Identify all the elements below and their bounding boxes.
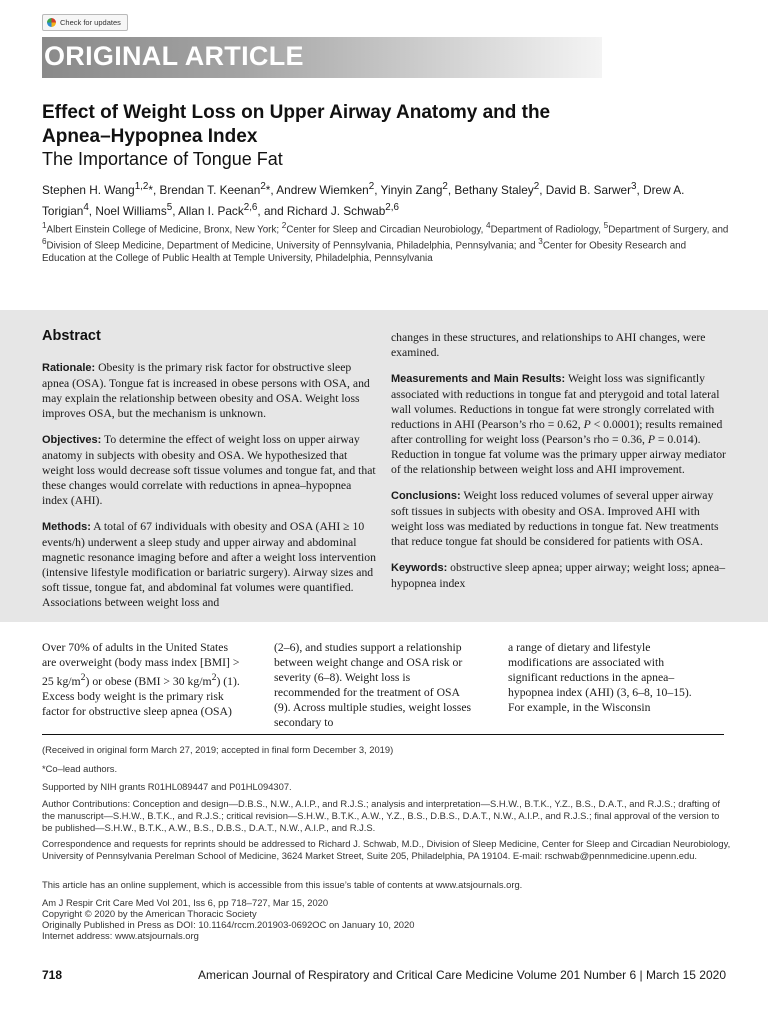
footnote-supplement: This article has an online supplement, which is accessible from this issue’s table of contents at www.atsjournals.org.: [42, 879, 523, 890]
author-list: Stephen H. Wang$^{1,2}$*, Brendan T. Keenan$^2$*, Andrew Wiemken$^2$, Yinyin Zang$^2$, Bethany Staley$^2$, David B. Sarwer$^3$, Drew A. Torigian$^4$, Noel Williams$^5$, Allan I. Pack$^{2,6}$, and Richard J. Schwab$^{2,6}$: [42, 181, 685, 218]
abstract-right-column: [391, 330, 727, 591]
results-label: Measurements and Main Results:: [391, 373, 566, 385]
abstract-results: [391, 371, 727, 477]
footnote-copyright: Copyright © 2020 by the American Thoracic Society: [42, 908, 257, 919]
methods-continued: changes in these structures, and relationships to AHI changes, were examined.: [391, 331, 706, 359]
footnote-internet: Internet address: www.atsjournals.org: [42, 930, 199, 941]
article-title: [42, 101, 722, 149]
keywords-text: obstructive sleep apnea; upper airway; weight loss; apnea–hypopnea index: [391, 561, 726, 590]
affiliations: $^1$Albert Einstein College of Medicine, Bronx, New York; $^2$Center for Sleep and Circadian Neurobiology, $^4$Department of Radiology, $^5$Department of Surgery, and $^6$Division of Sleep Medicine, Department of Medicine, University of Pennsylvania, Philadelphia, Pennsylvania; and $^3$Center for Obesity Research and Education at the College of Public Health at Temple University, Philadelphia, Pennsylvania: [42, 221, 729, 264]
abstract-left-column: [42, 360, 378, 610]
footnote-divider: [42, 734, 724, 735]
abstract-heading: Abstract: [42, 328, 101, 344]
check-for-updates-label: Check for updates: [60, 18, 121, 27]
title-line-2: Apnea–Hypopnea Index: [42, 126, 258, 147]
results-text: Weight loss was significantly associated with reductions in tongue fat and pterygoid and total lateral wall volumes. Reductions in tongue fat were strongly correlated with reductions in AHI (Pearson’s rho = 0.62, P < 0.0001); results remained after controlling for weight loss (Pearson’s rho = 0.36, P = 0.014). Reduction in tongue fat volume was the primary upper airway mediator of the relationship between weight loss and AHI improvement.: [391, 372, 726, 476]
article-type-banner: [42, 37, 602, 78]
objectives-text: To determine the effect of weight loss on upper airway anatomy in subjects with obesity and OSA. We hypothesized that weight loss would decrease soft tissue volumes and tongue fat, and that these changes would correlate with reductions in apnea–hypopnea index (AHI).: [42, 433, 376, 507]
footnote-correspondence: Correspondence and requests for reprints should be addressed to Richard J. Schwab, M.D., Division of Sleep Medicine, Center for Sleep and Circadian Neurobiology, University of Pennsylvania Perelman School of Medicine, 3624 Market Street, Suite 205, Philadelphia, PA 19104. E-mail: rschwab@pennmedicine.upenn.edu.: [42, 838, 731, 861]
objectives-label: Objectives:: [42, 434, 102, 446]
conclusions-text: Weight loss reduced volumes of several upper airway soft tissues in subjects with obesity and OSA. Improved AHI with weight loss was mediated by reductions in tongue fat. New treatments that reduce tongue fat should be considered for patients with OSA.: [391, 489, 719, 548]
abstract-objectives: [42, 432, 378, 508]
body-column-3: a range of dietary and lifestyle modifications are associated with significant reductions in the apnea–hypopnea index (AHI) (3, 6–8, 10–15). For example, in the Wisconsin: [508, 641, 692, 714]
rationale-text: Obesity is the primary risk factor for obstructive sleep apnea (OSA). Tongue fat is increased in obese persons with OSA, and may explain the relationship between obesity and OSA. Weight loss improves OSA, but the mechanism is unknown.: [42, 361, 370, 420]
conclusions-label: Conclusions:: [391, 490, 461, 502]
footnote-doi: Originally Published in Press as DOI: 10.1164/rccm.201903-0692OC on January 10, 2020: [42, 919, 415, 930]
footnote-support: Supported by NIH grants R01HL089447 and P01HL094307.: [42, 781, 292, 792]
abstract-conclusions: [391, 488, 727, 549]
footnote-received: (Received in original form March 27, 2019; accepted in final form December 3, 2019): [42, 744, 394, 755]
body-column-1: Over 70% of adults in the United States are overweight (body mass index [BMI] > 25 $kg/m^2$) or obese (BMI > 30 $kg/m^2$) (1). Excess body weight is the primary risk factor for obstructive sleep apnea (OSA): [42, 641, 240, 718]
title-line-1: Effect of Weight Loss on Upper Airway Anatomy and the: [42, 102, 551, 123]
abstract-panel: [0, 310, 768, 622]
methods-text: A total of 67 individuals with obesity and OSA (AHI ≥ 10 events/h) underwent a sleep study and upper airway and abdominal magnetic resonance imaging before and after a weight loss intervention (intensive lifestyle modification or bariatric surgery). Airway sizes and soft tissue, tongue fat, and abdominal fat volumes were quantified. Associations between weight loss and: [42, 520, 376, 609]
update-icon: [47, 18, 56, 27]
journal-footer: American Journal of Respiratory and Critical Care Medicine Volume 201 Number 6 | March 15 2020: [197, 968, 726, 982]
keywords-label: Keywords:: [391, 562, 448, 574]
abstract-rationale: [42, 360, 378, 421]
footnote-citation: Am J Respir Crit Care Med Vol 201, Iss 6, pp 718–727, Mar 15, 2020: [42, 897, 329, 908]
abstract-keywords: [391, 560, 727, 591]
page-number: 718: [42, 968, 63, 982]
abstract-methods: [42, 519, 378, 610]
article-subtitle: The Importance of Tongue Fat: [42, 149, 283, 169]
check-for-updates-badge[interactable]: [42, 14, 128, 31]
footnote-contributions: Author Contributions: Conception and design—D.B.S., N.W., A.I.P., and R.J.S.; analysis and interpretation—S.H.W., B.T.K., Y.Z., B.S., D.A.T., and R.J.S.; drafting of the manuscript—S.H.W., B.T.K., and R.J.S.; critical revision—S.H.W., B.T.K., A.W., Y.Z., B.S., D.B.S., D.A.T., N.W., A.I.P., and R.J.S.; final approval of the version to be published—S.H.W., B.T.K., A.W., B.S., D.B.S., D.A.T., N.W., A.I.P., and R.J.S.: [42, 798, 720, 833]
rationale-label: Rationale:: [42, 362, 96, 374]
footnote-colead: *Co–lead authors.: [42, 763, 118, 774]
article-type-label: ORIGINAL ARTICLE: [44, 41, 304, 71]
methods-label: Methods:: [42, 521, 91, 533]
body-column-2: (2–6), and studies support a relationship between weight change and OSA risk or severity (6–8). Weight loss is recommended for the treatment of OSA (9). Across multiple studies, weight losses secondary to: [274, 641, 472, 729]
